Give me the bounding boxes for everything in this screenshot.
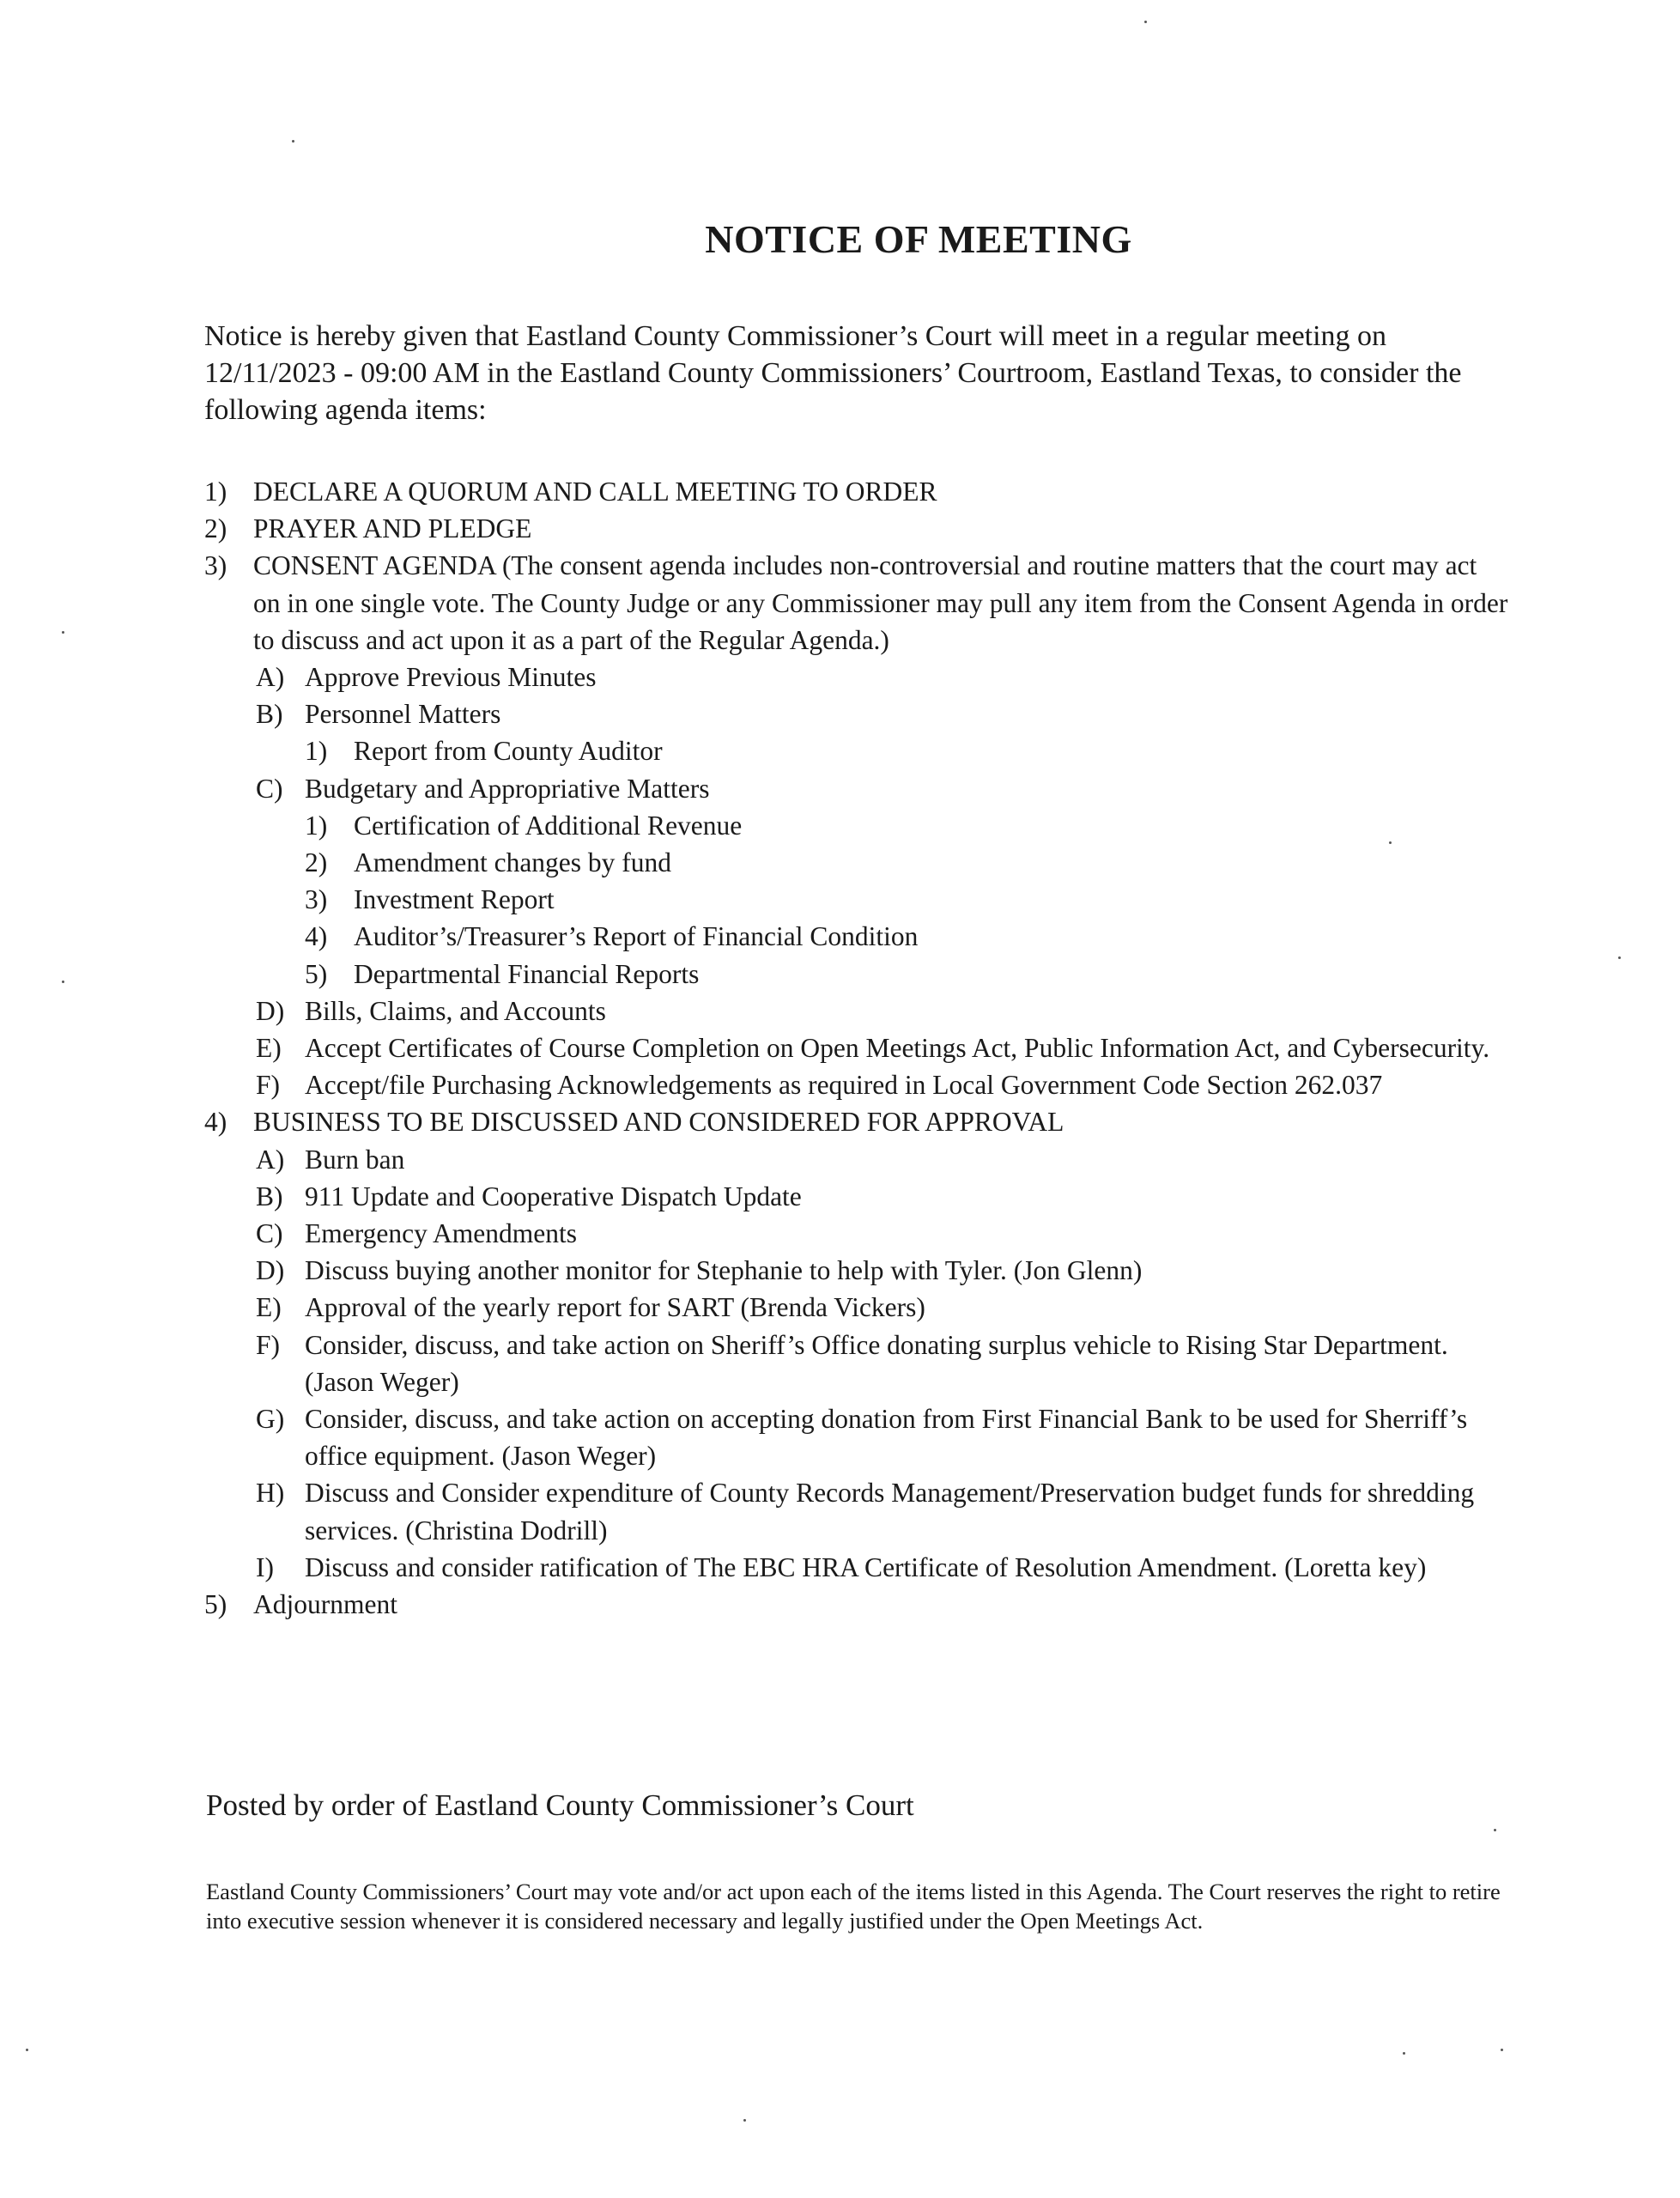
scan-speck bbox=[1494, 1829, 1496, 1831]
agenda-item-level-2 bbox=[204, 993, 1509, 1029]
agenda-item-level-1 bbox=[204, 547, 1509, 659]
agenda-item-level-2 bbox=[204, 659, 1509, 695]
intro-paragraph bbox=[204, 318, 1509, 428]
agenda-item-number: E) bbox=[256, 1292, 282, 1323]
agenda-item-number: 5) bbox=[305, 958, 328, 989]
agenda-item-level-2 bbox=[204, 1141, 1509, 1178]
agenda-item-number: 1) bbox=[305, 810, 328, 841]
agenda-item-number: H) bbox=[256, 1478, 285, 1509]
disclaimer-text: Eastland County Commissioners’ Court may vote and/or act upon each of the items listed in this Agenda. The Court reserves the right to retire into executive session whenever it is considered necessary and legally justified under the Open Meetings Act. bbox=[206, 1879, 1501, 1934]
agenda-item-text: Discuss and consider ratification of The EBC HRA Certificate of Resolution Amendment. (Loretta key) bbox=[305, 1551, 1427, 1582]
agenda-item-text: Discuss and Consider expenditure of County Records Management/Preservation budget funds for shredding services. (Christina Dodrill) bbox=[305, 1478, 1475, 1545]
agenda-item-number: 1) bbox=[204, 477, 227, 507]
agenda-item-level-2 bbox=[204, 1178, 1509, 1215]
agenda-item-text: 911 Update and Cooperative Dispatch Update bbox=[305, 1181, 802, 1211]
agenda-item-level-1 bbox=[204, 473, 1509, 510]
agenda-item-text: Certification of Additional Revenue bbox=[354, 810, 743, 841]
agenda-item-text: Personnel Matters bbox=[305, 699, 501, 730]
scan-speck bbox=[1403, 2052, 1405, 2055]
agenda-item-number: A) bbox=[256, 662, 285, 693]
agenda-item-text: Adjournment bbox=[253, 1589, 397, 1620]
agenda-item-number: I) bbox=[256, 1551, 274, 1582]
agenda-item-number: 4) bbox=[305, 921, 328, 952]
agenda-item-number: B) bbox=[256, 1181, 283, 1211]
agenda-item-number: 2) bbox=[305, 847, 328, 878]
agenda-item-level-1 bbox=[204, 510, 1509, 547]
agenda-item-number: 2) bbox=[204, 513, 227, 544]
agenda-item-number: 3) bbox=[305, 884, 328, 915]
agenda-item-level-2 bbox=[204, 1549, 1509, 1586]
scan-speck bbox=[1144, 21, 1147, 23]
intro-text: Notice is hereby given that Eastland County Commissioner’s Court will meet in a regular meeting on 12/11/2023 - 09:00 AM in the Eastland County Commissioners’ Courtroom, Eastland Texas, to consider the following agenda items: bbox=[204, 320, 1462, 426]
scan-speck bbox=[1389, 841, 1392, 844]
agenda-item-number: 5) bbox=[204, 1589, 227, 1620]
agenda-item-number: 4) bbox=[204, 1107, 227, 1138]
agenda-item-number: E) bbox=[256, 1033, 282, 1064]
scan-speck bbox=[292, 140, 294, 143]
agenda-item-number: 3) bbox=[204, 550, 227, 581]
agenda-item-number: C) bbox=[256, 1218, 283, 1249]
agenda-item-level-3 bbox=[204, 807, 1509, 844]
agenda-item-level-3 bbox=[204, 881, 1509, 918]
agenda-item-level-3 bbox=[204, 956, 1509, 993]
scan-speck bbox=[1618, 956, 1621, 959]
agenda-item-number: B) bbox=[256, 699, 283, 730]
agenda-item-level-2 bbox=[204, 1400, 1509, 1474]
agenda-item-number: F) bbox=[256, 1329, 281, 1360]
agenda-item-level-3 bbox=[204, 918, 1509, 955]
agenda-item-text: Approve Previous Minutes bbox=[305, 662, 597, 693]
agenda-item-text: Approval of the yearly report for SART (Brenda Vickers) bbox=[305, 1292, 925, 1323]
agenda-item-number: F) bbox=[256, 1070, 281, 1101]
agenda-item-level-2 bbox=[204, 770, 1509, 807]
agenda-item-number: D) bbox=[256, 1255, 285, 1286]
scan-speck bbox=[1501, 2049, 1503, 2051]
agenda-item-level-2 bbox=[204, 1252, 1509, 1289]
posted-by-line: Posted by order of Eastland County Commissioner’s Court bbox=[206, 1788, 914, 1822]
agenda-item-number: A) bbox=[256, 1144, 285, 1175]
scan-speck bbox=[26, 2049, 28, 2051]
agenda-item-text: Bills, Claims, and Accounts bbox=[305, 995, 606, 1026]
agenda-item-text: Budgetary and Appropriative Matters bbox=[305, 773, 710, 804]
agenda-item-level-1 bbox=[204, 1586, 1509, 1623]
agenda-item-text: BUSINESS TO BE DISCUSSED AND CONSIDERED FOR APPROVAL bbox=[253, 1107, 1064, 1138]
agenda-item-level-2 bbox=[204, 1066, 1509, 1103]
agenda-item-level-2 bbox=[204, 1029, 1509, 1066]
agenda-item-text: Accept/file Purchasing Acknowledgements as required in Local Government Code Section 262.037 bbox=[305, 1070, 1383, 1101]
agenda-item-level-2 bbox=[204, 1215, 1509, 1252]
scan-speck bbox=[62, 631, 64, 634]
agenda-item-text: PRAYER AND PLEDGE bbox=[253, 513, 532, 544]
page-title: NOTICE OF MEETING bbox=[705, 217, 1132, 261]
agenda-item-level-1 bbox=[204, 1103, 1509, 1140]
agenda-item-level-2 bbox=[204, 1289, 1509, 1326]
agenda-item-text: Investment Report bbox=[354, 884, 555, 915]
agenda-item-level-3 bbox=[204, 844, 1509, 881]
agenda-item-number: 1) bbox=[305, 736, 328, 767]
agenda-item-level-2 bbox=[204, 695, 1509, 732]
agenda-item-text: DECLARE A QUORUM AND CALL MEETING TO ORDER bbox=[253, 477, 937, 507]
agenda-item-text: Departmental Financial Reports bbox=[354, 958, 700, 989]
agenda-item-level-2 bbox=[204, 1327, 1509, 1400]
agenda-item-number: C) bbox=[256, 773, 283, 804]
agenda-item-text: Accept Certificates of Course Completion on Open Meetings Act, Public Information Act, and Cybersecurity. bbox=[305, 1033, 1490, 1064]
agenda-item-text: Report from County Auditor bbox=[354, 736, 663, 767]
agenda-item-text: Amendment changes by fund bbox=[354, 847, 672, 878]
agenda-list bbox=[204, 473, 1509, 1623]
agenda-item-text: Consider, discuss, and take action on accepting donation from First Financial Bank to be used for Sherriff’s office equipment. (Jason Weger) bbox=[305, 1404, 1468, 1472]
agenda-item-text: CONSENT AGENDA (The consent agenda includes non-controversial and routine matters that the court may act on in one single vote. The County Judge or any Commissioner may pull any item from the Consent Agenda in order to discuss and act upon it as a part of the Regular Agenda.) bbox=[253, 550, 1508, 655]
agenda-item-number: G) bbox=[256, 1404, 285, 1435]
agenda-item-number: D) bbox=[256, 995, 285, 1026]
agenda-item-text: Discuss buying another monitor for Stephanie to help with Tyler. (Jon Glenn) bbox=[305, 1255, 1143, 1286]
agenda-item-text: Emergency Amendments bbox=[305, 1218, 577, 1249]
scan-speck bbox=[743, 2119, 746, 2122]
scan-speck bbox=[62, 981, 64, 983]
agenda-item-text: Burn ban bbox=[305, 1144, 405, 1175]
agenda-item-level-2 bbox=[204, 1474, 1509, 1548]
agenda-item-level-3 bbox=[204, 732, 1509, 769]
agenda-item-text: Consider, discuss, and take action on Sheriff’s Office donating surplus vehicle to Rising Star Department. (Jason Weger) bbox=[305, 1329, 1448, 1397]
agenda-item-text: Auditor’s/Treasurer’s Report of Financial Condition bbox=[354, 921, 919, 952]
